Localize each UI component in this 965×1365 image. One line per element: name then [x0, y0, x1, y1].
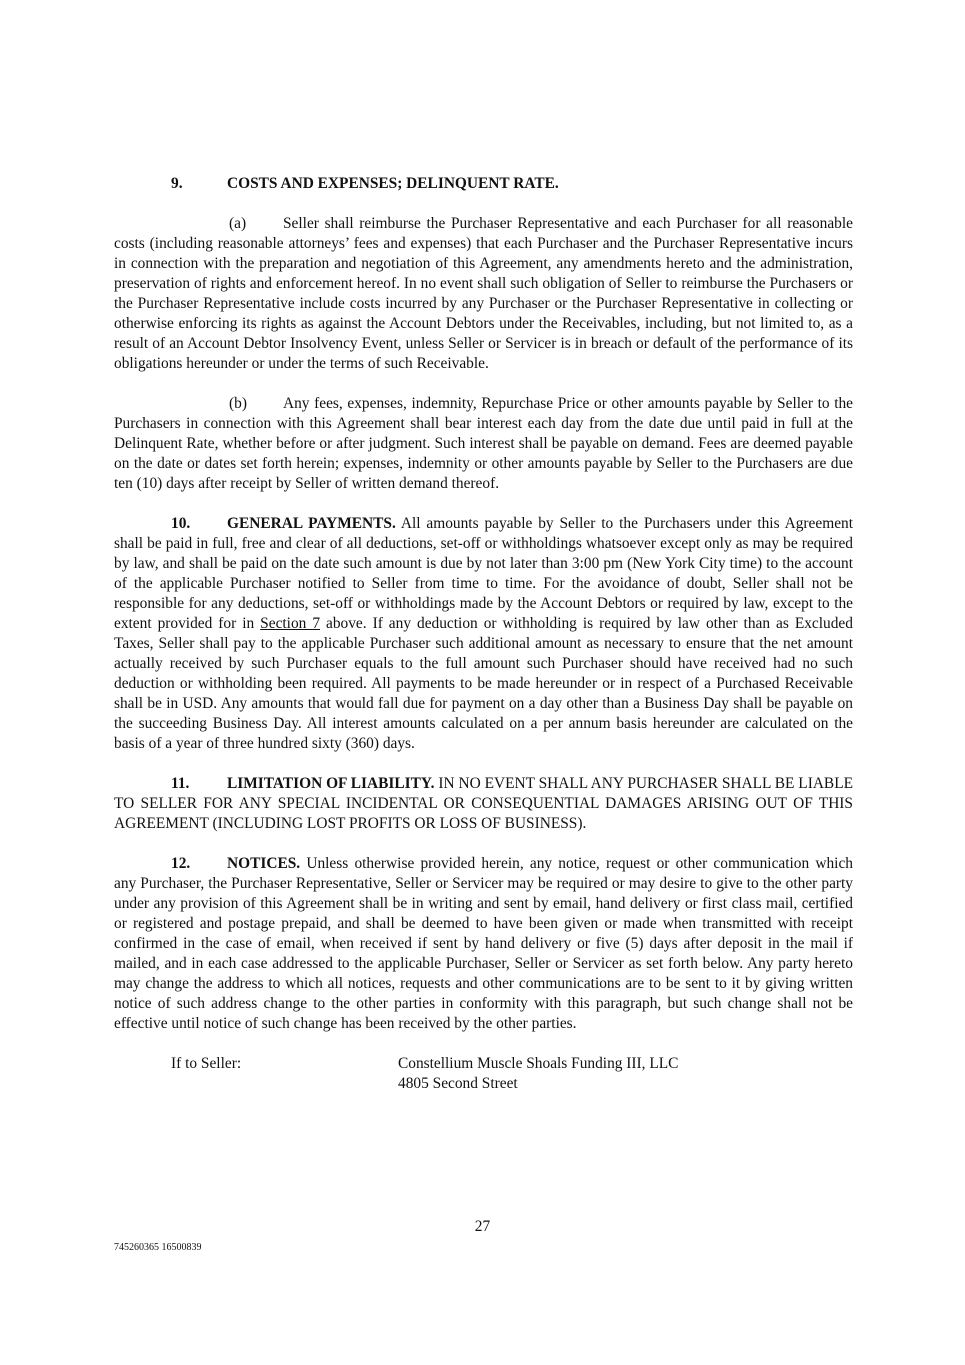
section-number: 12. [171, 855, 191, 872]
section-9b-paragraph [114, 394, 853, 494]
subsection-label: (a) [229, 215, 247, 232]
paragraph-text: Unless otherwise provided herein, any notice, request or other communication which any Purchaser, the Purchaser Representative, Seller or Servicer may be required or may desire to give to the other party under any provision of this Agreement shall be in writing and sent by email, hand delivery or first class mail, certified or registered and postage prepaid, and shall be deemed to have been given or made when transmitted with receipt confirmed in the case of email, when received if sent by hand delivery or five (5) days after deposit in the mail if mailed, and in each case addressed to the applicable Purchaser, Seller or Servicer as set forth below. Any party hereto may change the address to which all notices, requests and other communications are to be sent to it by giving written notice of such address change to the other parties in conformity with this paragraph, but such change shall not be effective until notice of such change has been received by the other parties. [114, 855, 853, 1032]
section-title: GENERAL PAYMENTS. [227, 515, 396, 532]
section-12-paragraph [114, 854, 853, 1034]
section-number: 9. [171, 175, 183, 192]
section-title: COSTS AND EXPENSES; DELINQUENT RATE. [227, 175, 559, 192]
document-id: 745260365 16500839 [114, 1242, 202, 1253]
section-number: 10. [171, 515, 191, 532]
paragraph-text: All amounts payable by Seller to the Purchasers under this Agreement shall be paid in full, free and clear of all deductions, set-off or withholdings whatsoever except only as may be required by law, and shall be paid on the date such amount is due by not later than 3:00 pm (New York City time) to the account of the applicable Purchaser notified to Seller from time to time. For the avoidance of doubt, Seller shall not be responsible for any deductions, set-off or withholdings made by the Account Debtors or required by law, except to the extent provided for in [114, 515, 853, 632]
address-value [398, 1054, 678, 1094]
section-9a-paragraph [114, 214, 853, 374]
paragraph-text: Any fees, expenses, indemnity, Repurchase Price or other amounts payable by Seller to the Purchasers in connection with this Agreement shall bear interest each day from the date due until paid in full at the Delinquent Rate, whether before or after judgment. Such interest shall be payable on demand. Fees are deemed payable on the date or dates set forth herein; expenses, indemnity or other amounts payable by Seller to the Purchasers are due ten (10) days after receipt by Seller of written demand thereof. [114, 395, 853, 492]
paragraph-text: IN NO EVENT SHALL ANY PURCHASER SHALL BE LIABLE TO SELLER FOR ANY SPECIAL INCIDENTAL OR CONSEQUENTIAL DAMAGES ARISING OUT OF THIS AGREEMENT (INCLUDING LOST PROFITS OR LOSS OF BUSINESS). [114, 775, 854, 832]
section-reference-link[interactable]: Section 7 [260, 615, 321, 632]
subsection-label: (b) [229, 395, 247, 412]
section-9-heading [114, 174, 853, 194]
address-label: If to Seller: [171, 1055, 242, 1072]
section-11-paragraph [114, 774, 853, 834]
section-10-paragraph [114, 514, 853, 754]
section-title: LIMITATION OF LIABILITY. [227, 775, 435, 792]
page-number: 27 [474, 1218, 491, 1235]
seller-address-block [114, 1054, 853, 1094]
page-body [114, 174, 853, 1094]
section-number: 11. [171, 775, 190, 792]
paragraph-text-continued: above. If any deduction or withholding is required by law other than as Excluded Taxes, Seller shall pay to the applicable Purchaser such additional amount as necessary to ensure that the net amount actually received by such Purchaser equals to the full amount such Purchaser should have received had no such deduction or withholding been required. All payments to be made hereunder or in respect of a Purchased Receivable shall be in USD. Any amounts that would fall due for payment on a day other than a Business Day shall be payable on the succeeding Business Day. All interest amounts calculated on a per annum basis hereunder are calculated on the basis of a year of three hundred sixty (360) days. [114, 615, 853, 752]
paragraph-text: Seller shall reimburse the Purchaser Representative and each Purchaser for all reasonable costs (including reasonable attorneys’ fees and expenses) that each Purchaser and the Purchaser Representative incurs in connection with the preparation and negotiation of this Agreement, any amendments hereto and the administration, preservation of rights and enforcement hereof. In no event shall such obligation of Seller to reimburse the Purchasers or the Purchaser Representative include costs incurred by any Purchaser or the Purchaser Representative in collecting or otherwise enforcing its rights as against the Account Debtors under the Receivables, including, but not limited to, as a result of an Account Debtor Insolvency Event, unless Seller or Servicer is in breach or default of the performance of its obligations hereunder or under the terms of such Receivable. [114, 215, 853, 372]
section-title: NOTICES. [227, 855, 301, 872]
address-line-1: Constellium Muscle Shoals Funding III, LLC [398, 1055, 679, 1072]
address-line-2: 4805 Second Street [398, 1075, 518, 1092]
